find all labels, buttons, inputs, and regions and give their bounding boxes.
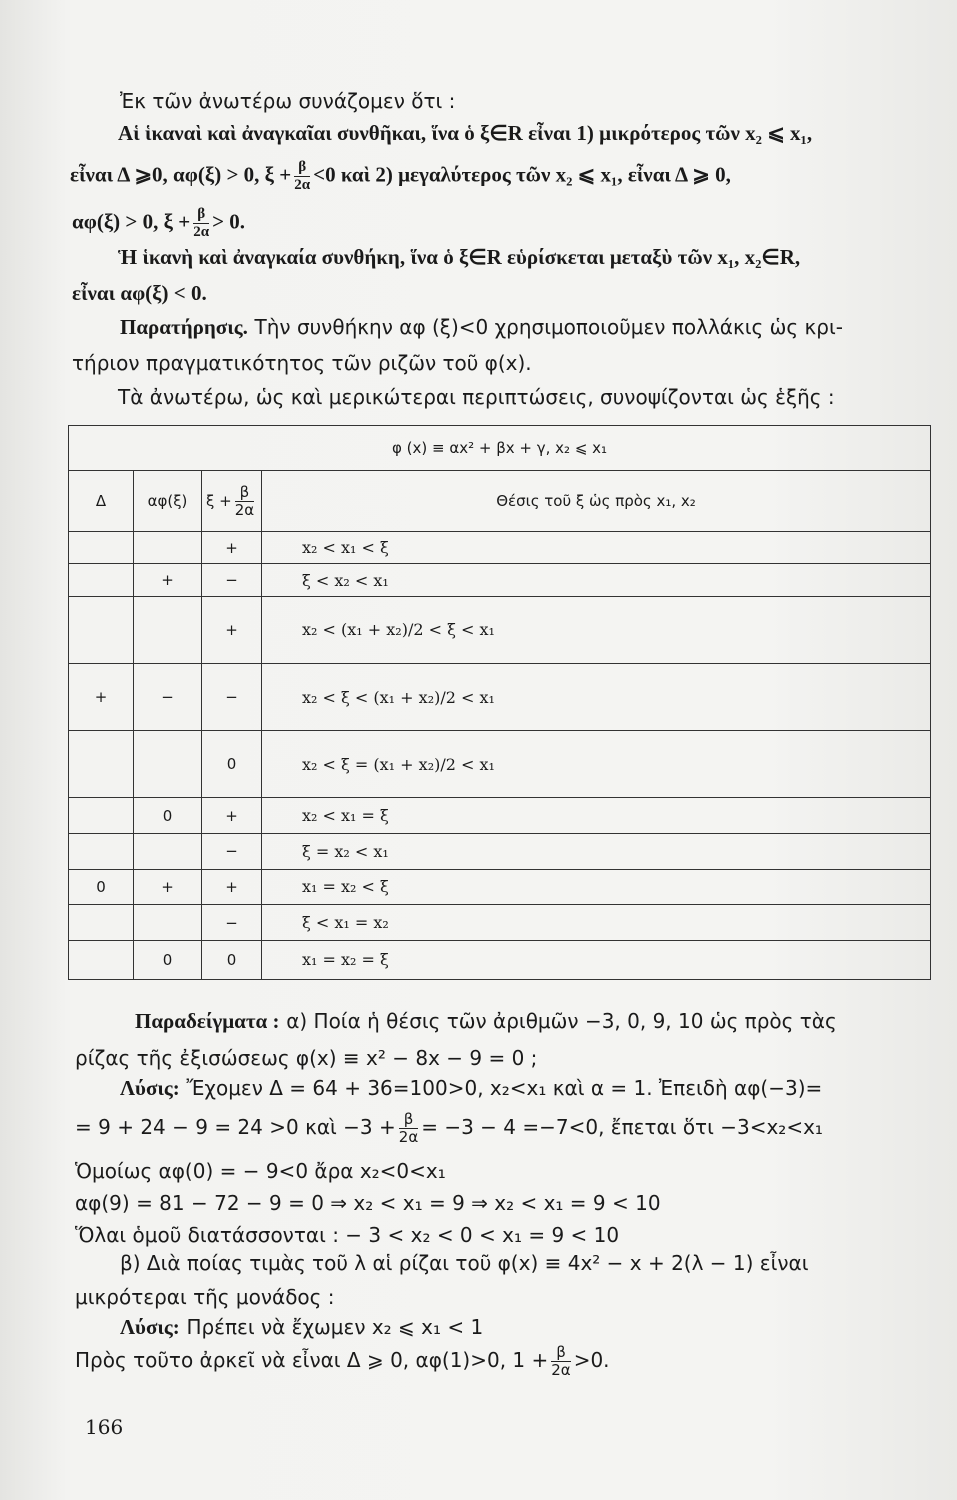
table-row: + x₂ < x₁ < ξ [69, 532, 931, 564]
b-solution-text-1: Πρέπει νὰ ἔχωμεν x₂ ⩽ x₁ < 1 [186, 1315, 484, 1339]
example-a-text-2: ρίζας τῆς ἐξισώσεως φ(x) ≡ x² − 8x − 9 = 0 ; [75, 1046, 538, 1070]
fraction-beta-over-2alpha: $\frac{\beta}{2\alpha}$ [551, 1343, 571, 1379]
header-delta: Δ [69, 471, 134, 532]
b-solution-line-2 [75, 1345, 610, 1378]
header-af: αφ(ξ) [134, 471, 202, 532]
table-title-row [69, 426, 931, 471]
condition-1-heading: Αἱ ἱκαναὶ καὶ ἀναγκαῖαι συνθῆκαι, ἵνα ὁ ξ∈R εἶναι 1) μικρότερος τῶν x₂ ⩽ x₁, [118, 121, 813, 145]
b-solution-text-2b: >0. [573, 1348, 610, 1372]
condition-1-line-3b: > 0. [212, 209, 246, 234]
example-b-text-2: μικρότεραι τῆς μονάδος : [75, 1285, 335, 1309]
solution-text-1: Ἔχομεν Δ = 64 + 36=100>0, x₂<x₁ καὶ α = 1. Ἐπειδὴ αφ(−3)= [186, 1076, 823, 1100]
remark-label: Παρατήρησις. [120, 315, 248, 339]
examples-line-1 [135, 1008, 837, 1034]
examples-label: Παραδείγματα : [135, 1009, 280, 1033]
solution-text-2b: = −3 − 4 =−7<0, ἔπεται ὅτι −3<x₂<x₁ [421, 1115, 823, 1139]
table-row: + − − x₂ < ξ < (x₁ + x₂)/2 < x₁ [69, 664, 931, 731]
solution-line-2 [75, 1112, 823, 1145]
remark-text-2: τήριον πραγματικότητος τῶν ριζῶν τοῦ φ(x). [72, 351, 532, 375]
table-row: − ξ < x₁ = x₂ [69, 905, 931, 941]
remark-text-3: Τὰ ἀνωτέρω, ὡς καὶ μερικώτεραι περιπτώσεις, συνοψίζονται ὡς ἑξῆς : [118, 385, 835, 409]
summary-table [68, 425, 931, 980]
table-row: 0 0 x₁ = x₂ = ξ [69, 940, 931, 979]
solution-text-4: αφ(9) = 81 − 72 − 9 = 0 ⇒ x₂ < x₁ = 9 ⇒ x₂ < x₁ = 9 < 10 [75, 1191, 661, 1215]
condition-2-heading: Ἡ ἱκανὴ καὶ ἀναγκαία συνθήκη, ἵνα ὁ ξ∈R εὑρίσκεται μεταξὺ τῶν x₁, x₂∈R, [118, 245, 801, 269]
b-solution-label: Λύσις: [120, 1315, 180, 1339]
table-row: + − ξ < x₂ < x₁ [69, 564, 931, 596]
solution-line-1 [120, 1075, 822, 1101]
header-xi-plus: ξ + $\frac{\beta}{2\alpha}$ [202, 471, 262, 532]
solution-label: Λύσις: [120, 1076, 180, 1100]
example-b-text: β) Διὰ ποίας τιμὰς τοῦ λ αἱ ρίζαι τοῦ φ(x) ≡ 4x² − x + 2(λ − 1) εἶναι [120, 1251, 809, 1275]
solution-text-5: Ὅλαι ὁμοῦ διατάσσονται : − 3 < x₂ < 0 < x₁ = 9 < 10 [75, 1223, 620, 1247]
condition-1-line-2b: <0 καὶ 2) μεγαλύτερος τῶν x₂ ⩽ x₁, εἶναι Δ ⩾ 0, [313, 162, 731, 187]
table-row: 0 + x₂ < x₁ = ξ [69, 798, 931, 834]
condition-2-line-2: εἶναι αφ(ξ) < 0. [72, 281, 207, 305]
b-solution-line-1 [120, 1314, 483, 1340]
solution-text-2a: = 9 + 24 − 9 = 24 >0 καὶ −3 + [75, 1115, 396, 1139]
table-header-row [69, 471, 931, 532]
page-number: 166 [85, 1415, 124, 1439]
table-title: φ (x) ≡ αx² + βx + γ, x₂ ⩽ x₁ [69, 426, 931, 471]
condition-1-line-2 [70, 160, 731, 193]
header-position: Θέσις τοῦ ξ ὡς πρὸς x₁, x₂ [262, 471, 931, 532]
fraction-beta-over-2alpha: $\frac{\beta}{2\alpha}$ [193, 206, 210, 240]
solution-text-3: Ὁμοίως αφ(0) = − 9<0 ἄρα x₂<0<x₁ [75, 1159, 446, 1183]
fraction-beta-over-2alpha: $\frac{\beta}{2\alpha}$ [398, 1110, 419, 1146]
condition-1-line-3 [72, 207, 245, 240]
condition-1-line-3a: αφ(ξ) > 0, ξ + [72, 209, 191, 234]
fraction-beta-over-2alpha: $\frac{\beta}{2\alpha}$ [294, 159, 311, 193]
table-row: 0 x₂ < ξ = (x₁ + x₂)/2 < x₁ [69, 731, 931, 798]
table-row: − ξ = x₂ < x₁ [69, 833, 931, 869]
condition-1-line-2a: εἶναι Δ ⩾0, αφ(ξ) > 0, ξ + [70, 162, 292, 187]
table-row: + x₂ < (x₁ + x₂)/2 < ξ < x₁ [69, 596, 931, 663]
remark-line-1 [120, 314, 843, 340]
intro-line: Ἐκ τῶν ἀνωτέρω συνάζομεν ὅτι : [120, 89, 456, 113]
b-solution-text-2a: Πρὸς τοῦτο ἀρκεῖ νὰ εἶναι Δ ⩾ 0, αφ(1)>0, 1 + [75, 1348, 549, 1372]
table-row: 0 + + x₁ = x₂ < ξ [69, 869, 931, 905]
example-a-text: α) Ποία ἡ θέσις τῶν ἀριθμῶν −3, 0, 9, 10 ὡς πρὸς τὰς [286, 1009, 837, 1033]
remark-text-1: Τὴν συνθήκην αφ (ξ)<0 χρησιμοποιοῦμεν πολλάκις ὡς κρι- [254, 315, 843, 339]
